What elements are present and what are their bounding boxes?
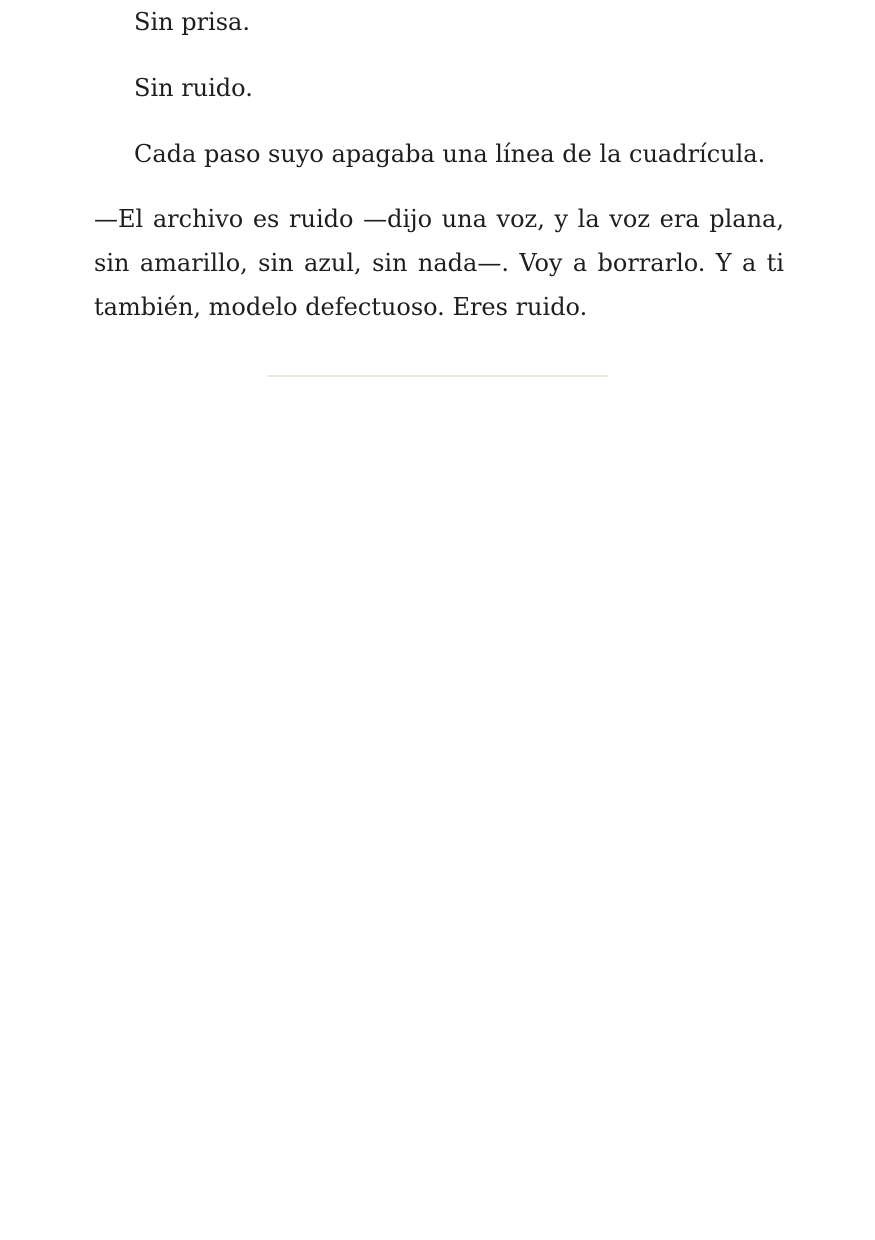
section-separator	[267, 375, 608, 377]
paragraph-cada-paso: Cada paso suyo apagaba una línea de la cuadrícula.	[134, 140, 766, 168]
paragraph-sin-ruido: Sin ruido.	[134, 74, 253, 102]
text-block	[94, 0, 784, 329]
paragraph-dialog: —El archivo es ruido —dijo una voz, y la voz era plana, sin amarillo, sin azul, sin nada—. Voy a borrarlo. Y a ti también, modelo defectuoso. Eres ruido.	[94, 205, 784, 321]
paragraph-sin-prisa: Sin prisa.	[134, 8, 250, 36]
